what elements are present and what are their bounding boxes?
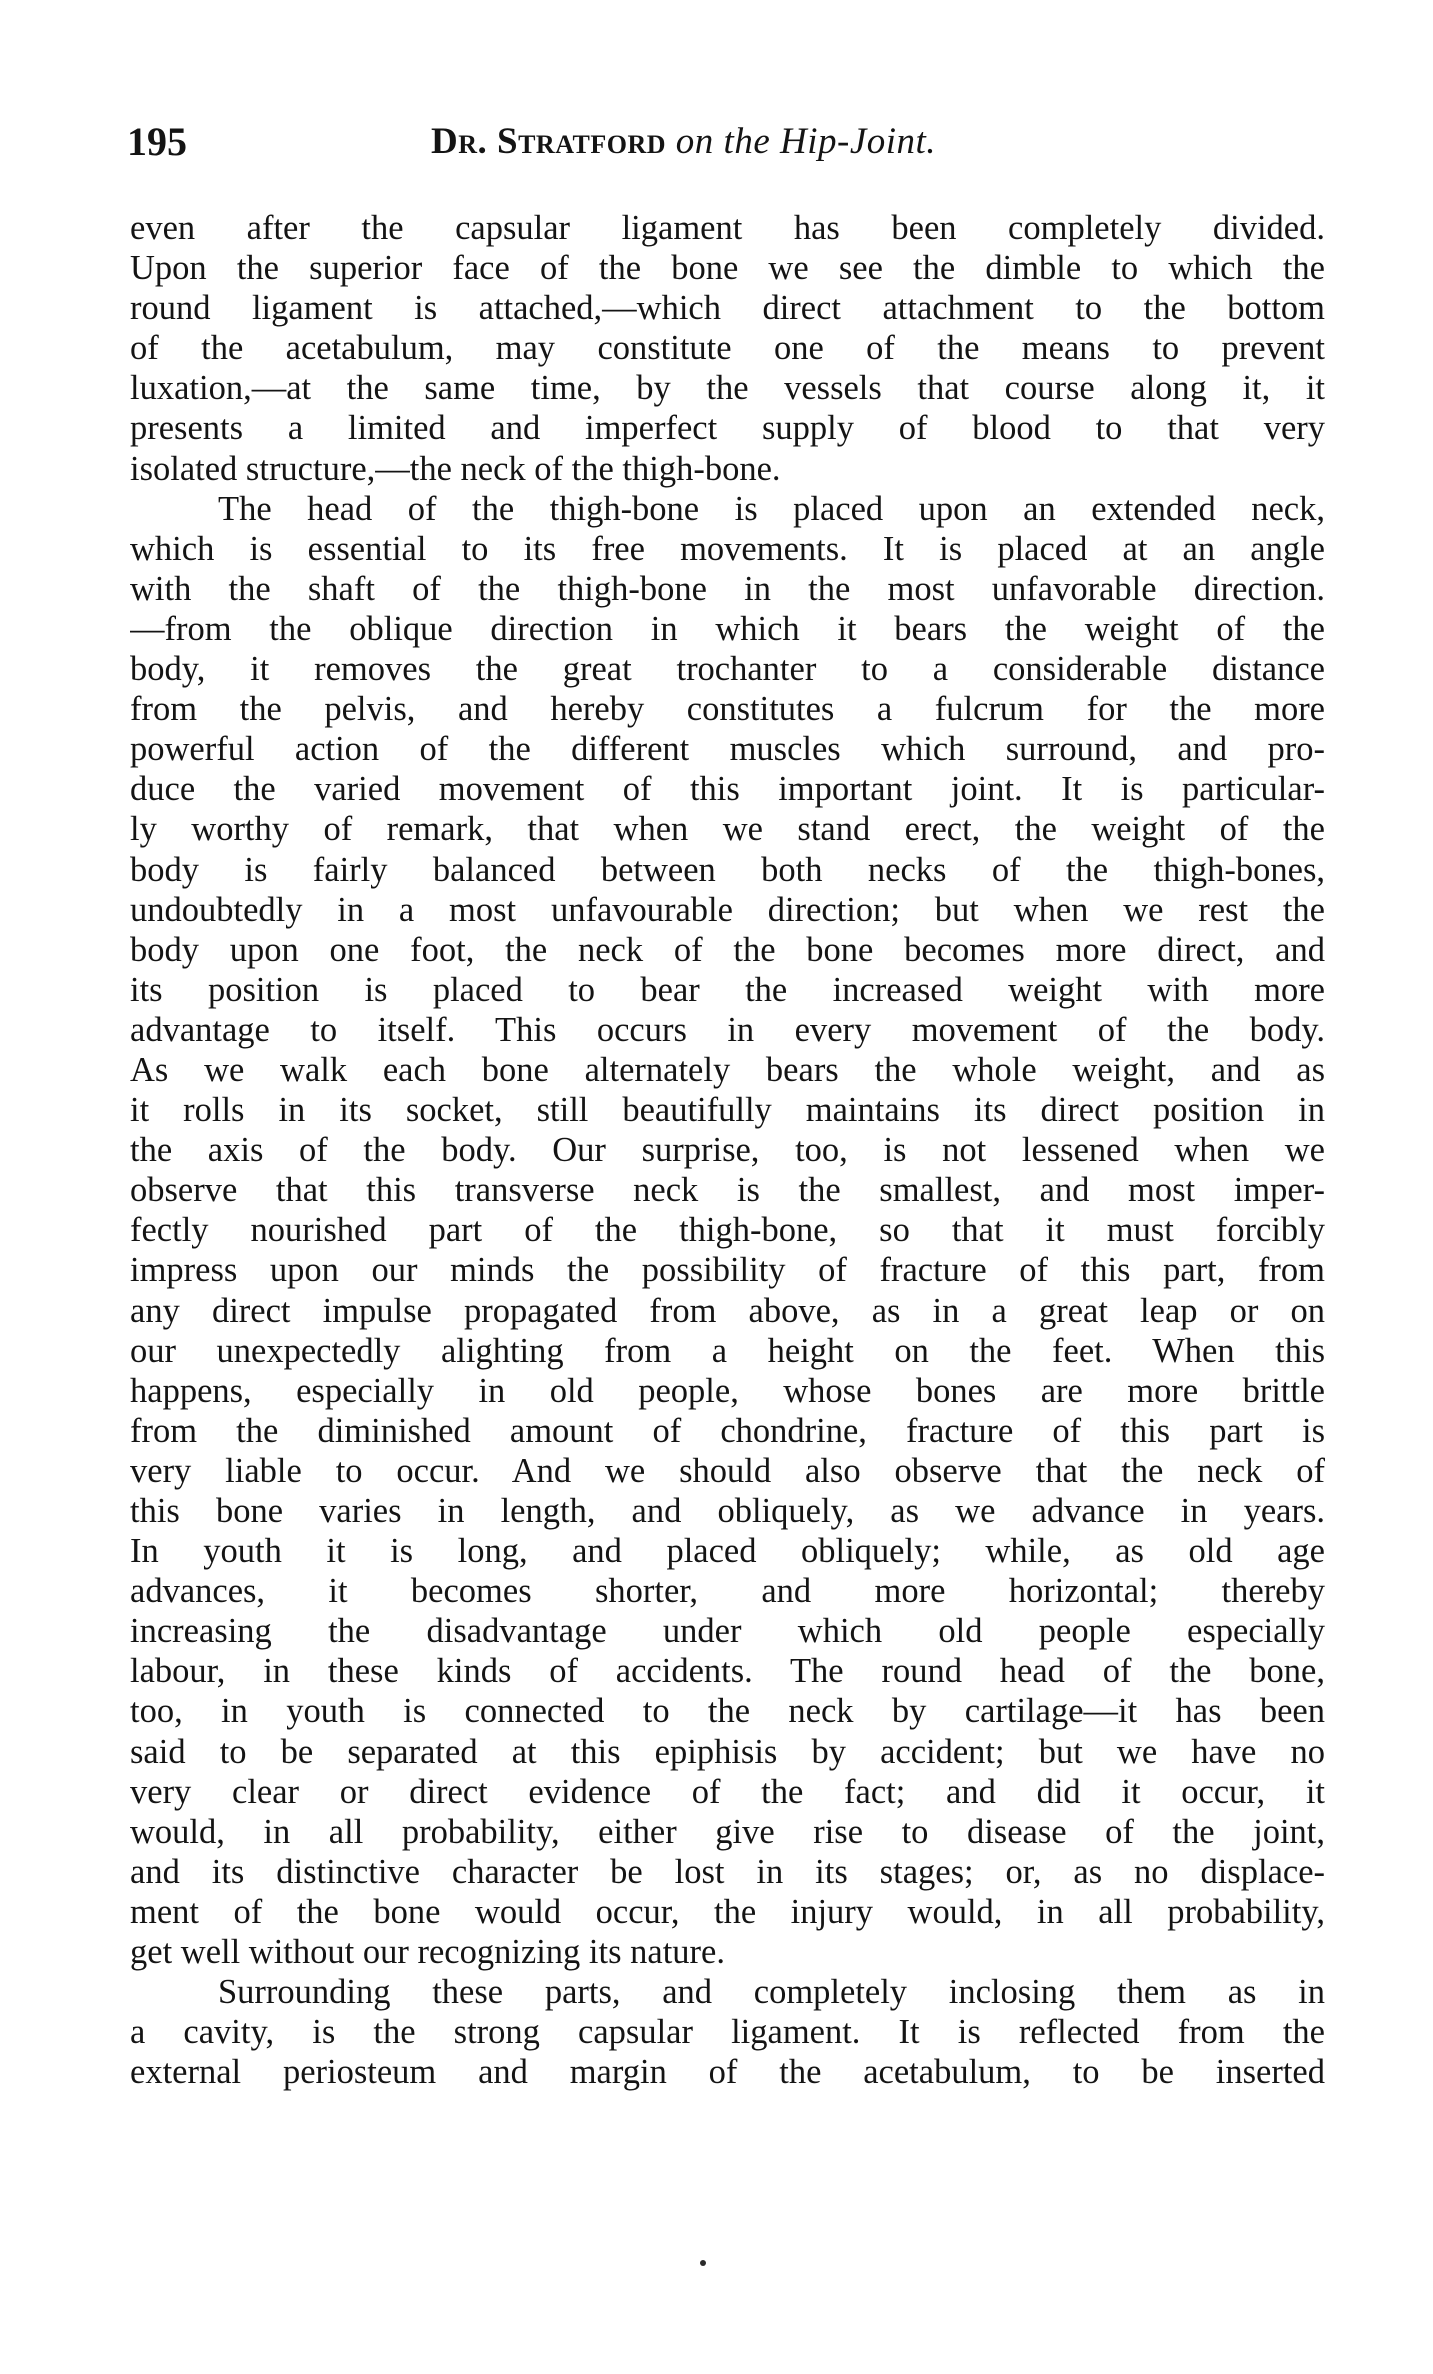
text-line: —from the oblique direction in which it bears the weight of the	[130, 609, 1325, 648]
running-title-joiner: on the	[666, 121, 780, 162]
text-line: luxation,—at the same time, by the vessels that course along it, it	[130, 369, 1325, 408]
text-line: ly worthy of remark, that when we stand erect, the weight of the	[130, 810, 1325, 849]
text-line: it rolls in its socket, still beautifully maintains its direct position in	[130, 1091, 1325, 1130]
text-line: powerful action of the different muscles which surround, and pro-	[130, 730, 1325, 769]
text-line: round ligament is attached,—which direct attachment to the bottom	[130, 289, 1325, 328]
text-line: isolated structure,—the neck of the thigh-bone.	[130, 449, 781, 488]
text-line: As we walk each bone alternately bears the whole weight, and as	[130, 1050, 1325, 1089]
text-line: get well without our recognizing its nature.	[130, 1933, 725, 1972]
text-line: said to be separated at this epiphisis by accident; but we have no	[130, 1732, 1325, 1771]
text-line: a cavity, is the strong capsular ligament. It is reflected from the	[130, 2013, 1325, 2052]
text-line: too, in youth is connected to the neck by cartilage—it has been	[130, 1692, 1325, 1731]
text-line: its position is placed to bear the increased weight with more	[130, 970, 1325, 1009]
text-line: would, in all probability, either give rise to disease of the joint,	[130, 1812, 1325, 1851]
running-title-author: Dr. Stratford	[431, 121, 667, 162]
text-line: advantage to itself. This occurs in every movement of the body.	[130, 1010, 1325, 1049]
text-line: from the pelvis, and hereby constitutes a fulcrum for the more	[130, 690, 1325, 729]
text-line: even after the capsular ligament has been completely divided.	[130, 209, 1325, 247]
running-title-subject: Hip-Joint.	[780, 121, 937, 162]
text-line: body upon one foot, the neck of the bone becomes more direct, and	[130, 930, 1325, 969]
text-line: duce the varied movement of this important joint. It is particular-	[130, 770, 1325, 809]
text-line: The head of the thigh-bone is placed upon an extended neck,	[218, 489, 1325, 528]
text-line: our unexpectedly alighting from a height on the feet. When this	[130, 1331, 1325, 1370]
text-line: which is essential to its free movements. It is placed at an angle	[130, 529, 1325, 568]
text-line: undoubtedly in a most unfavourable direction; but when we rest the	[130, 890, 1325, 929]
text-line: Surrounding these parts, and completely inclosing them as in	[218, 1973, 1325, 2012]
text-line: very clear or direct evidence of the fact; and did it occur, it	[130, 1772, 1325, 1811]
text-line: labour, in these kinds of accidents. The round head of the bone,	[130, 1652, 1325, 1691]
text-line: impress upon our minds the possibility of fracture of this part, from	[130, 1251, 1325, 1290]
text-line: with the shaft of the thigh-bone in the most unfavorable direction.	[130, 569, 1325, 608]
text-line: external periosteum and margin of the acetabulum, to be inserted	[130, 2053, 1325, 2092]
text-line: ment of the bone would occur, the injury would, in all probability,	[130, 1892, 1325, 1931]
text-line: from the diminished amount of chondrine, fracture of this part is	[130, 1411, 1325, 1450]
body-text	[130, 208, 1325, 2092]
text-line: happens, especially in old people, whose bones are more brittle	[130, 1371, 1325, 1410]
running-title	[431, 120, 936, 163]
text-line: increasing the disadvantage under which old people especially	[130, 1612, 1325, 1651]
text-line: In youth it is long, and placed obliquely; while, as old age	[130, 1532, 1325, 1571]
text-line: very liable to occur. And we should also observe that the neck of	[130, 1451, 1325, 1490]
text-line: presents a limited and imperfect supply of blood to that very	[130, 409, 1325, 448]
text-line: and its distinctive character be lost in its stages; or, as no displace-	[130, 1852, 1325, 1891]
text-line: this bone varies in length, and obliquely, as we advance in years.	[130, 1492, 1325, 1530]
text-line: body is fairly balanced between both necks of the thigh-bones,	[130, 850, 1325, 889]
page-number: 195	[127, 119, 187, 164]
running-head	[127, 118, 1337, 178]
text-line: any direct impulse propagated from above, as in a great leap or on	[130, 1291, 1325, 1330]
text-line: the axis of the body. Our surprise, too, is not lessened when we	[130, 1131, 1325, 1170]
text-line: of the acetabulum, may constitute one of the means to prevent	[130, 329, 1325, 368]
text-line: advances, it becomes shorter, and more horizontal; thereby	[130, 1572, 1325, 1611]
text-line: fectly nourished part of the thigh-bone, so that it must forcibly	[130, 1211, 1325, 1250]
ink-speck	[700, 2260, 706, 2266]
text-line: observe that this transverse neck is the smallest, and most imper-	[130, 1171, 1325, 1210]
text-line: Upon the superior face of the bone we see the dimble to which the	[130, 249, 1325, 288]
text-line: body, it removes the great trochanter to a considerable distance	[130, 650, 1325, 689]
